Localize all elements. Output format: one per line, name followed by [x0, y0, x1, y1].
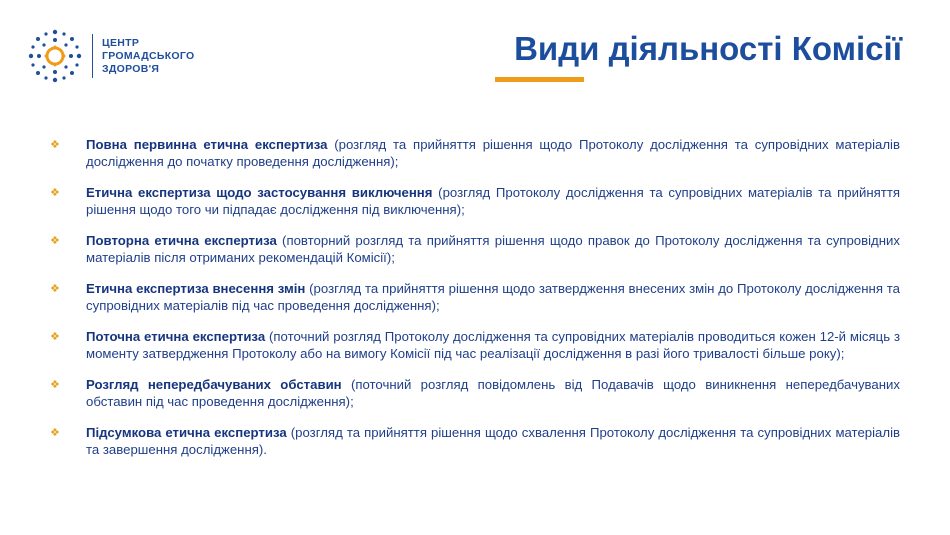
list-item [50, 136, 900, 170]
diamond-bullet-icon: ❖ [50, 427, 60, 439]
list-item [50, 328, 900, 362]
item-description: (поточний розгляд повідомлень від Подавачів щодо виникнення непередбачуваних обставин під час проведення дослідження); [86, 377, 900, 409]
logo-text [102, 37, 194, 76]
item-text [86, 280, 900, 314]
diamond-bullet-icon: ❖ [50, 139, 60, 151]
item-text [86, 232, 900, 266]
item-term: Розгляд непередбачуваних обставин [86, 377, 342, 392]
item-term: Етична експертиза щодо застосування виключення [86, 185, 433, 200]
activities-list [50, 136, 900, 472]
item-text [86, 184, 900, 218]
diamond-bullet-icon: ❖ [50, 283, 60, 295]
diamond-bullet-icon: ❖ [50, 331, 60, 343]
list-item [50, 376, 900, 410]
list-item [50, 280, 900, 314]
item-text [86, 328, 900, 362]
item-text [86, 136, 900, 170]
item-text [86, 424, 900, 458]
item-term: Повторна етична експертиза [86, 233, 277, 248]
logo-line-1: ЦЕНТР [102, 36, 140, 49]
item-description: (розгляд та прийняття рішення щодо Протоколу дослідження та супровідних матеріалів дослідження до початку проведення дослідження); [86, 137, 900, 169]
diamond-bullet-icon: ❖ [50, 379, 60, 391]
logo-line-2: ГРОМАДСЬКОГО [102, 49, 195, 62]
item-term: Підсумкова етична експертиза [86, 425, 287, 440]
diamond-bullet-icon: ❖ [50, 187, 60, 199]
list-item [50, 424, 900, 458]
diamond-bullet-icon: ❖ [50, 235, 60, 247]
item-description: (повторний розгляд та прийняття рішення щодо правок до Протоколу дослідження та супровідних матеріалів після отриманих рекомендацій Комісії); [86, 233, 900, 265]
list-item [50, 184, 900, 218]
item-description: (поточний розгляд Протоколу дослідження та супровідних матеріалів проводиться кожен 12-й місяць з моменту затвердження Протоколу або на вимогу Комісії під час реалізації дослідження в разі його тривалості більше року); [86, 329, 900, 361]
item-text [86, 376, 900, 410]
logo-divider [92, 34, 93, 78]
page-title: Види діяльності Комісії [514, 30, 902, 67]
title-underline [495, 77, 584, 82]
item-term: Етична експертиза внесення змін [86, 281, 306, 296]
item-term: Поточна етична експертиза [86, 329, 266, 344]
item-description: (розгляд та прийняття рішення щодо затвердження внесених змін до Протоколу дослідження та супровідних матеріалів під час проведення дослідження); [86, 281, 900, 313]
item-description: (розгляд Протоколу дослідження та супровідних матеріалів та прийняття рішення щодо того чи підпадає дослідження під виключення); [86, 185, 901, 217]
public-health-center-logo-icon [28, 29, 82, 83]
item-term: Повна первинна етична експертиза [86, 137, 328, 152]
item-description: (розгляд та прийняття рішення щодо схвалення Протоколу дослідження та супровідних матеріалів та завершення дослідження). [86, 425, 901, 457]
logo [28, 28, 194, 84]
logo-line-3: ЗДОРОВ'Я [102, 62, 160, 75]
list-item [50, 232, 900, 266]
